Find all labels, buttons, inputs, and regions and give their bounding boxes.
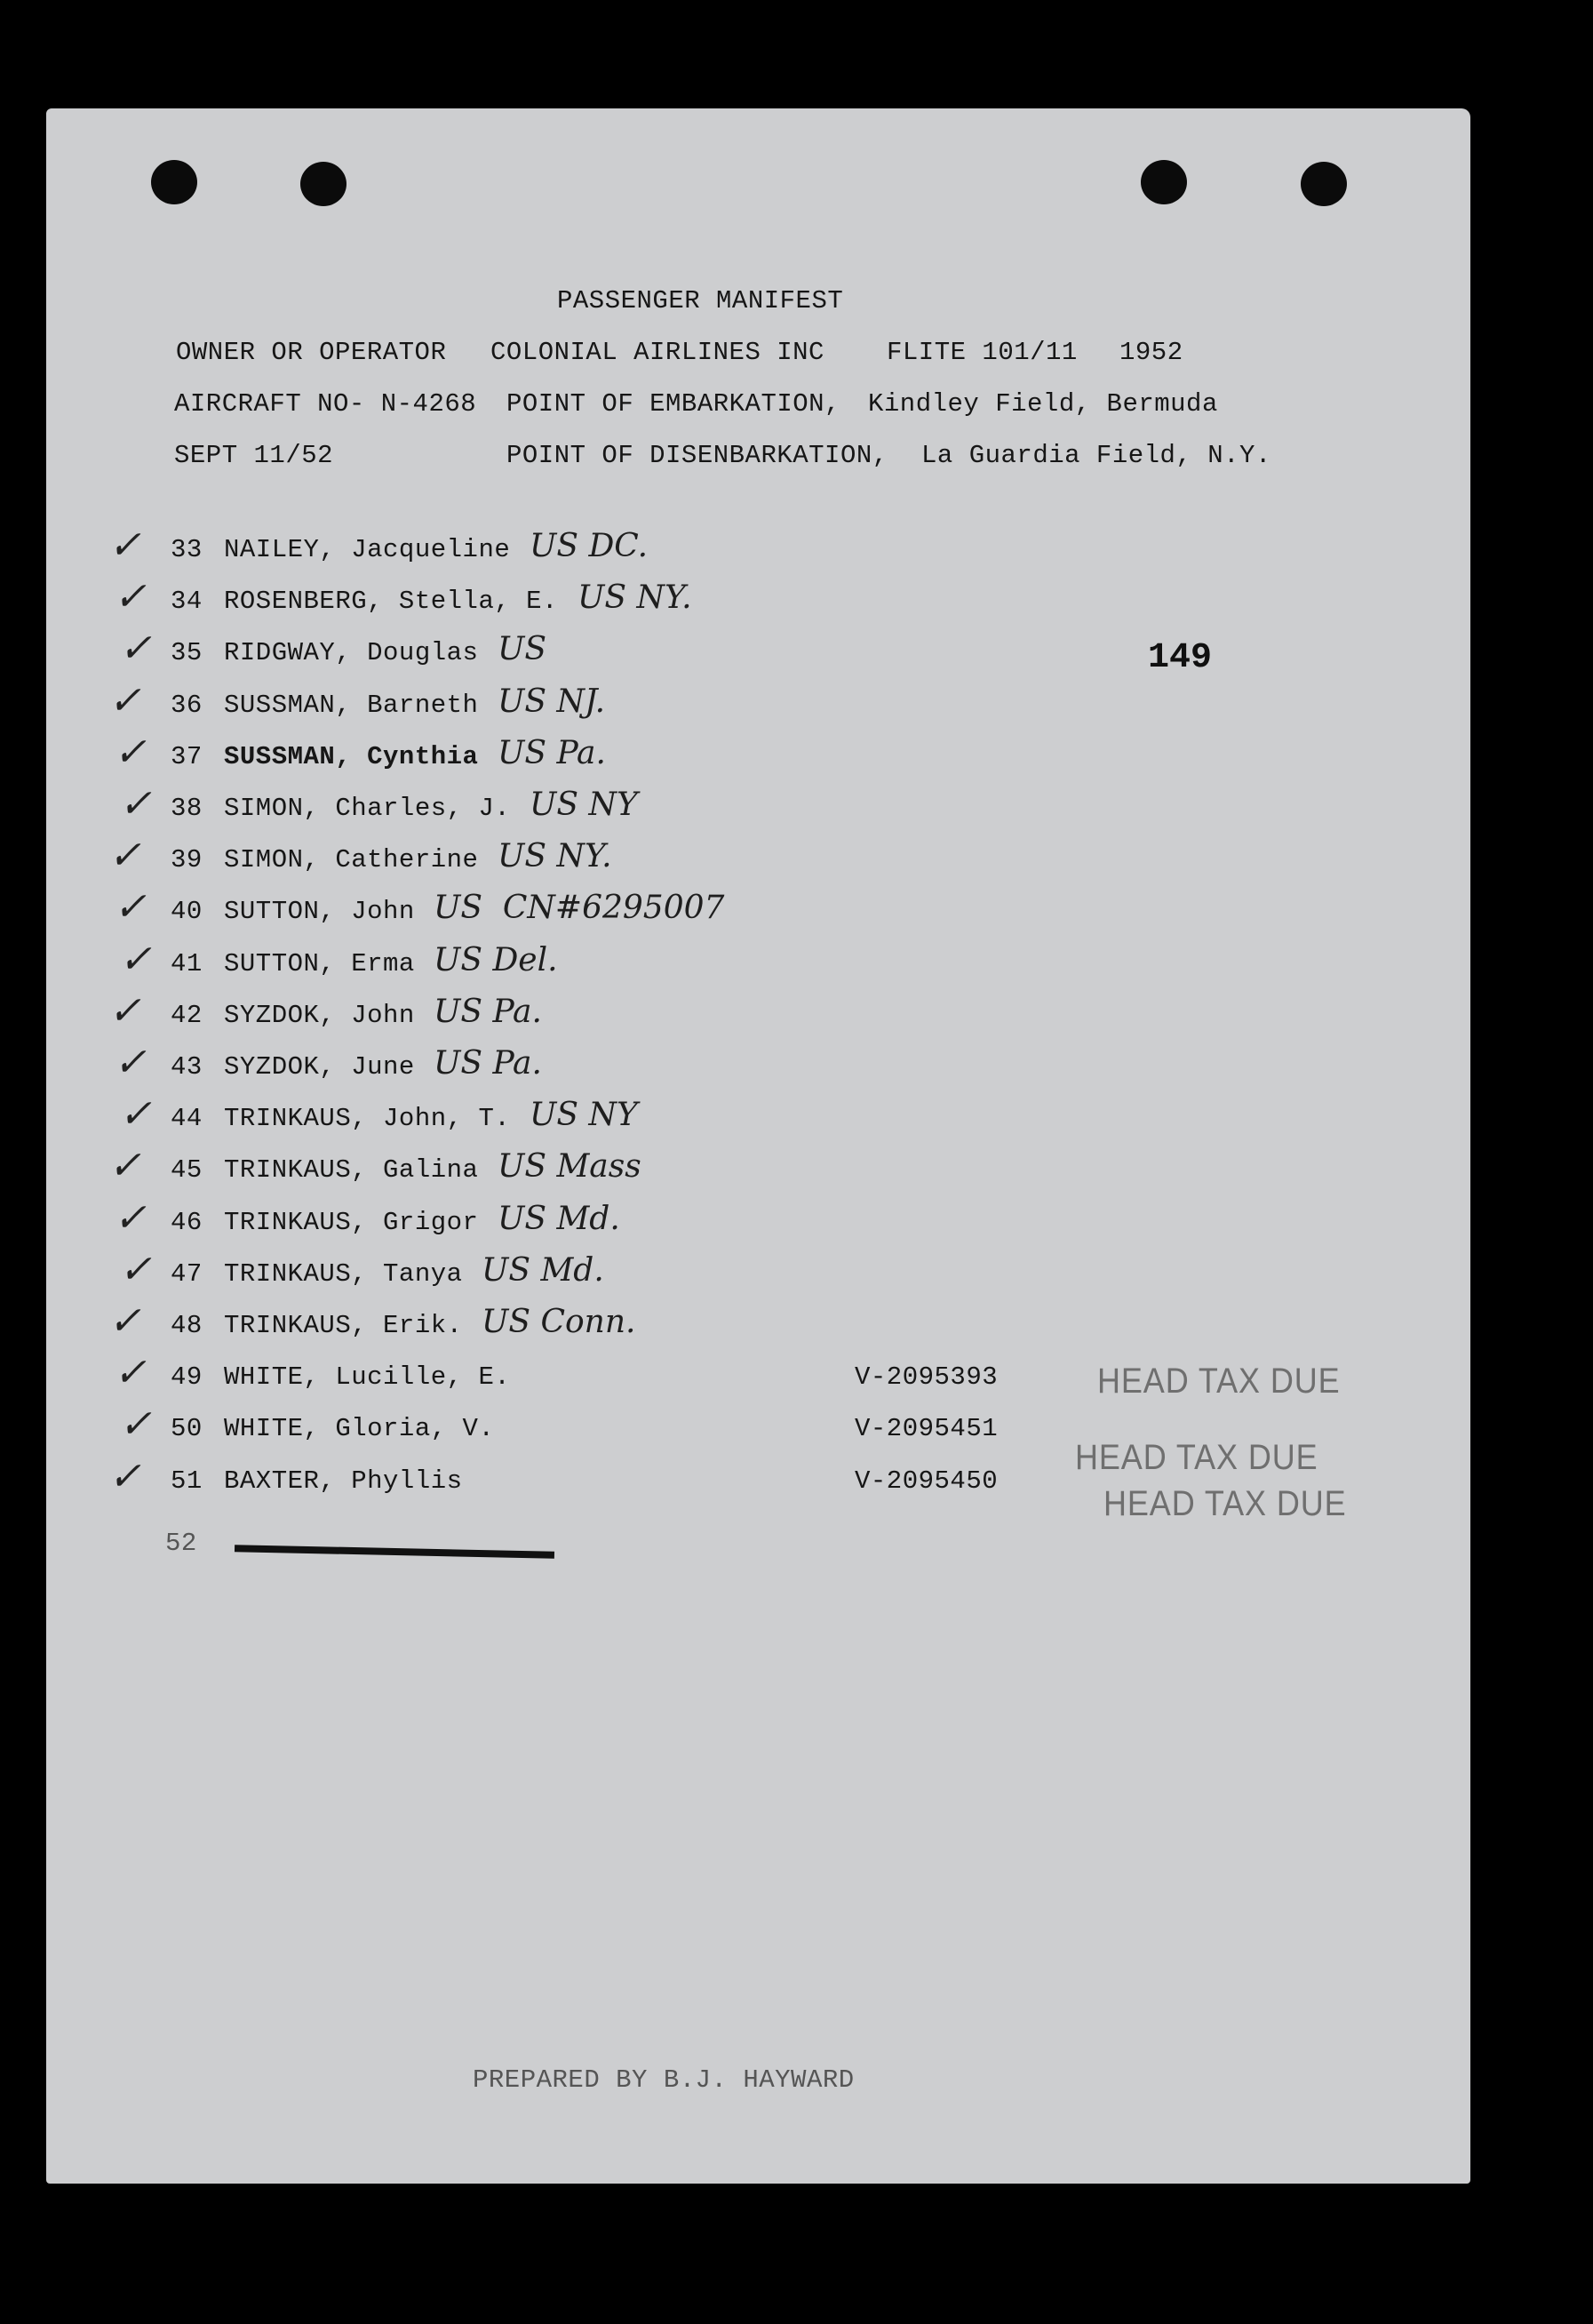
punch-hole-4 xyxy=(1301,162,1347,206)
head-tax-stamp-3: HEAD TAX DUE xyxy=(1103,1484,1347,1523)
punch-hole-2 xyxy=(300,162,346,206)
passenger-number: 48 xyxy=(171,1311,203,1340)
check-mark: ✓ xyxy=(114,884,147,930)
check-mark: ✓ xyxy=(114,730,147,775)
punch-hole-3 xyxy=(1141,160,1187,204)
passenger-number: 39 xyxy=(171,845,203,874)
crossed-out-entry xyxy=(235,1545,554,1559)
handwritten-note: US Mass xyxy=(498,1148,641,1185)
visa-number: V-2095393 xyxy=(855,1362,999,1392)
disembarkation-label: POINT OF DISENBARKATION, xyxy=(506,441,888,470)
passenger-name: TRINKAUS, Erik. xyxy=(224,1311,463,1340)
check-mark: ✓ xyxy=(108,678,141,723)
passenger-number: 35 xyxy=(171,638,203,667)
check-mark: ✓ xyxy=(108,988,141,1034)
check-mark: ✓ xyxy=(114,1350,147,1395)
passenger-name: TRINKAUS, Grigor xyxy=(224,1208,479,1237)
passenger-name: SIMON, Charles, J. xyxy=(224,794,511,823)
passenger-number: 38 xyxy=(171,794,203,823)
check-mark: ✓ xyxy=(119,937,152,982)
manifest-date: SEPT 11/52 xyxy=(174,441,334,470)
page-number: 149 xyxy=(1148,638,1213,678)
visa-number: V-2095450 xyxy=(855,1466,999,1496)
check-mark: ✓ xyxy=(114,1040,147,1085)
handwritten-note: US Conn. xyxy=(482,1304,636,1340)
passenger-number: 34 xyxy=(171,587,203,616)
handwritten-note: US NY xyxy=(530,1097,638,1133)
handwritten-note: US Md. xyxy=(498,1201,620,1237)
passenger-name: SIMON, Catherine xyxy=(224,845,479,874)
passenger-number: 51 xyxy=(171,1466,203,1496)
check-mark: ✓ xyxy=(108,523,141,568)
check-mark: ✓ xyxy=(119,626,152,671)
check-mark: ✓ xyxy=(114,574,147,619)
handwritten-note: US Pa. xyxy=(434,1045,542,1082)
embarkation-label: POINT OF EMBARKATION, xyxy=(506,389,840,419)
passenger-name: TRINKAUS, Tanya xyxy=(224,1259,463,1289)
passenger-name: SYZDOK, June xyxy=(224,1052,415,1082)
passenger-name: NAILEY, Jacqueline xyxy=(224,535,511,564)
owner-value: COLONIAL AIRLINES INC xyxy=(490,338,824,367)
passenger-name: WHITE, Gloria, V. xyxy=(224,1414,495,1443)
passenger-number: 44 xyxy=(171,1104,203,1133)
row-52-number: 52 xyxy=(165,1529,197,1558)
passenger-name: RIDGWAY, Douglas xyxy=(224,638,479,667)
handwritten-note: US Del. xyxy=(434,942,558,978)
passenger-name: SYZDOK, John xyxy=(224,1001,415,1030)
passenger-number: 49 xyxy=(171,1362,203,1392)
flight-number: FLITE 101/11 xyxy=(887,338,1078,367)
passenger-name: SUSSMAN, Cynthia xyxy=(224,742,479,771)
passenger-name: TRINKAUS, John, T. xyxy=(224,1104,511,1133)
handwritten-note: US Pa. xyxy=(498,735,606,771)
passenger-number: 40 xyxy=(171,897,203,926)
passenger-name: ROSENBERG, Stella, E. xyxy=(224,587,558,616)
passenger-number: 33 xyxy=(171,535,203,564)
embarkation-value: Kindley Field, Bermuda xyxy=(868,389,1218,419)
passenger-number: 50 xyxy=(171,1414,203,1443)
manifest-title: PASSENGER MANIFEST xyxy=(557,286,844,315)
handwritten-note: US NJ. xyxy=(498,683,606,720)
passenger-number: 41 xyxy=(171,949,203,978)
passenger-name: TRINKAUS, Galina xyxy=(224,1155,479,1185)
passenger-number: 37 xyxy=(171,742,203,771)
check-mark: ✓ xyxy=(108,1454,141,1499)
passenger-number: 47 xyxy=(171,1259,203,1289)
handwritten-note: US Pa. xyxy=(434,994,542,1030)
check-mark: ✓ xyxy=(119,1402,152,1447)
handwritten-note: US CN#6295007 xyxy=(434,890,725,926)
check-mark: ✓ xyxy=(114,1195,147,1241)
passenger-name: SUSSMAN, Barneth xyxy=(224,691,479,720)
flight-year: 1952 xyxy=(1119,338,1183,367)
manifest-sheet xyxy=(46,108,1470,2184)
passenger-name: SUTTON, Erma xyxy=(224,949,415,978)
check-mark: ✓ xyxy=(119,1247,152,1292)
handwritten-note: US Md. xyxy=(482,1252,604,1289)
passenger-number: 36 xyxy=(171,691,203,720)
check-mark: ✓ xyxy=(108,833,141,878)
head-tax-stamp-1: HEAD TAX DUE xyxy=(1097,1362,1341,1401)
passenger-number: 45 xyxy=(171,1155,203,1185)
disembarkation-value: La Guardia Field, N.Y. xyxy=(921,441,1271,470)
handwritten-note: US xyxy=(498,631,547,667)
passenger-name: SUTTON, John xyxy=(224,897,415,926)
handwritten-note: US NY xyxy=(530,787,638,823)
punch-hole-1 xyxy=(151,160,197,204)
passenger-name: BAXTER, Phyllis xyxy=(224,1466,463,1496)
passenger-number: 46 xyxy=(171,1208,203,1237)
visa-number: V-2095451 xyxy=(855,1414,999,1443)
handwritten-note: US NY. xyxy=(577,579,692,616)
head-tax-stamp-2: HEAD TAX DUE xyxy=(1075,1438,1318,1477)
check-mark: ✓ xyxy=(108,1143,141,1188)
check-mark: ✓ xyxy=(108,1298,141,1344)
handwritten-note: US DC. xyxy=(530,528,649,564)
check-mark: ✓ xyxy=(119,1091,152,1137)
passenger-name: WHITE, Lucille, E. xyxy=(224,1362,511,1392)
prepared-by: PREPARED BY B.J. HAYWARD xyxy=(473,2065,855,2095)
passenger-number: 43 xyxy=(171,1052,203,1082)
passenger-number: 42 xyxy=(171,1001,203,1030)
check-mark: ✓ xyxy=(119,781,152,827)
owner-label: OWNER OR OPERATOR xyxy=(176,338,447,367)
aircraft-number: AIRCRAFT NO- N-4268 xyxy=(174,389,477,419)
handwritten-note: US NY. xyxy=(498,838,612,874)
